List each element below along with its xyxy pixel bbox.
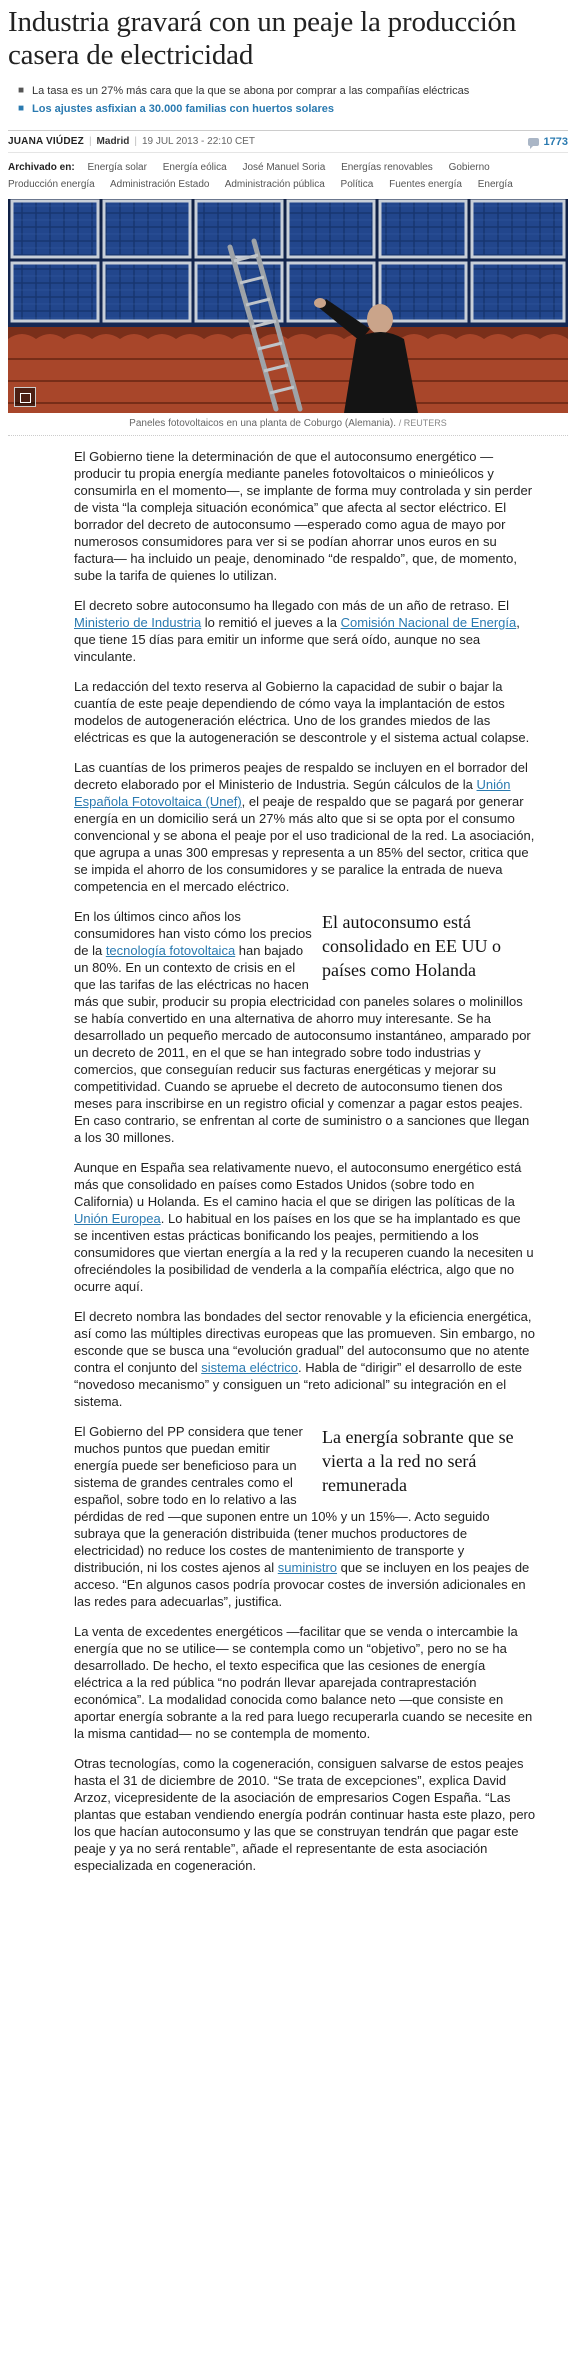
paragraph: El decreto nombra las bondades del sector renovable y la eficiencia energética, así como las múltiples directivas europeas que las promueven. Sin embargo, no esconde que se busca una “evolución gradual” del autoconsumo que no atente contra el conjunto del sistema eléctrico. Habla de “dirigir” el desarrollo de este “novedoso mecanismo” y consiguen un “reto adicional” su integración en el sistema. [74, 1309, 536, 1409]
author-link[interactable]: JUANA VIÚDEZ [8, 136, 84, 147]
tag-link[interactable]: Administración Estado [109, 179, 210, 190]
enlarge-photo-icon[interactable] [14, 387, 36, 407]
tag-link[interactable]: Energía [477, 179, 513, 190]
paragraph: El Gobierno tiene la determinación de que el autoconsumo energético —producir tu propia energía mediante paneles fotovoltaicos o minieólicos y consumirla en el momento—, se implante de forma muy controlada y sin perder de vista “la compleja situación económica” que afecta al sector eléctrico. El borrador del decreto de autoconsumo —esperado como agua de mayo por numerosos consumidores para ver si se podían ahorrar unos euros en su factura— ha incluido un peaje, denominado “de respaldo”, que, de momento, sube la tarifa de quienes lo utilizan. [74, 449, 533, 583]
paragraph: Aunque en España sea relativamente nuevo, el autoconsumo energético está más que consolidado en países como Estados Unidos (sobre todo en California) u Holanda. Es el camino hacia el que se dirigen las políticas de la Unión Europea. Lo habitual en los países en los que se ha implantado es que se incentiven estas prácticas bonificando los peajes, permitiendo a los consumidores que viertan energía a la red y la recuperen cuando la necesiten u ofreciéndoles la posibilidad de venderla a la compañía eléctrica, algo que no ocurre aquí. [74, 1160, 534, 1294]
tag-link[interactable]: Política [340, 179, 374, 190]
paragraph: La energía sobrante que se vierta a la red no será remunerada El Gobierno del PP considera que tener muchos puntos que puedan emitir energía puede ser beneficioso para un sistema de grandes centrales como el español, sobre todo en lo relativo a las pérdidas de red —que suponen entre un 10% y un 15%—. Acto seguido subraya que la generación distribuida (tener muchos productores de electricidad) no reduce los costes de mantenimiento de transporte y distribución, ni los costes ajenos al suministro que se incluyen en los peajes de acceso. “En algunos casos podría provocar costes de inversión adicionales en las redes para adecuarlas”, justifica. [74, 1423, 536, 1610]
inline-link[interactable]: Comisión Nacional de Energía [340, 615, 517, 630]
publish-date: 19 JUL 2013 - 22:10 CET [141, 136, 255, 147]
subhead-link[interactable]: ■ Los ajustes asfixian a 30.000 familias con huertos solares [18, 100, 568, 118]
paragraph: La redacción del texto reserva al Gobierno la capacidad de subir o bajar la cuantía de este peaje dependiendo de cómo vaya la implantación de estos modelos de autogeneración eléctrica. Uno de los grandes miedos de las eléctricas es que la autogeneración se descontrole y el sistema actual colapse. [74, 679, 530, 745]
article-body [74, 448, 536, 1874]
tag-link[interactable]: José Manuel Soria [242, 162, 326, 173]
inline-link[interactable]: suministro [277, 1560, 338, 1575]
inline-link[interactable]: Unión Europea [74, 1211, 161, 1226]
tag-link[interactable]: Gobierno [448, 162, 490, 173]
separator: | [88, 136, 92, 147]
inline-link[interactable]: tecnología fotovoltaica [105, 943, 236, 958]
main-photo[interactable] [8, 199, 568, 413]
paragraph: La venta de excedentes energéticos —facilitar que se venda o intercambie la energía que no se utilice— se contempla como un “objetivo”, pero no se ha desarrollado. De hecho, el texto especifica que las cesiones de energía eléctrica a la red pública “no podrán llevar aparejada contraprestación económica”. La modalidad conocida como balance neto —que consiste en aportar energía sobrante a la red para luego recuperarla cuando se necesite en la misma cantidad— no se contempla de momento. [74, 1624, 533, 1741]
tag-link[interactable]: Energía eólica [162, 162, 227, 173]
comments-link[interactable] [528, 136, 568, 148]
tag-link[interactable]: Producción energía [8, 179, 95, 190]
subhead: ■ La tasa es un 27% más cara que la que se abona por comprar a las compañías eléctricas [18, 82, 568, 100]
solar-panels-image [8, 199, 568, 413]
comment-bubble-icon [528, 138, 539, 146]
bullet-icon: ■ [18, 85, 25, 96]
tag-link[interactable]: Fuentes energía [389, 179, 462, 190]
comments-count[interactable]: 1773 [543, 135, 568, 148]
byline [8, 130, 568, 148]
paragraph: Las cuantías de los primeros peajes de respaldo se incluyen en el borrador del decreto elaborado por el Ministerio de Industria. Según cálculos de la Unión Española Fotovoltaica (Unef), el peaje de respaldo que se pagará por generar energía en un domicilio será un 27% más alto que si se opta por el consumo convencional y se abona el peaje por el uso tradicional de la red. La asociación, que agrupa a unas 300 empresas y representa a un 85% del sector, critica que se impida el ahorro de los consumidores y se paralice la entrada de nueva competencia en el mercado eléctrico. [74, 760, 535, 894]
pullquote: La energía sobrante que se vierta a la red no será remunerada [322, 1427, 514, 1495]
photo-credit: / REUTERS [398, 418, 447, 428]
tag-link[interactable]: Energías renovables [341, 162, 433, 173]
article-page [0, 6, 576, 1874]
separator: | [134, 136, 137, 147]
archive-label: Archivado en: [8, 162, 75, 173]
bullet-icon: ■ [18, 103, 25, 114]
inline-link[interactable]: Unión Española Fotovoltaica (Unef) [74, 777, 511, 809]
subheads [18, 82, 568, 118]
archive-tags [8, 152, 568, 193]
paragraph: El decreto sobre autoconsumo ha llegado con más de un año de retraso. El Ministerio de Industria lo remitió el jueves a la Comisión Nacional de Energía, que tiene 15 días para emitir un informe que será oído, aunque no sea vinculante. [74, 598, 520, 664]
paragraph: El autoconsumo está consolidado en EE UU o países como Holanda En los últimos cinco años los consumidores han visto cómo los precios de la tecnología fotovoltaica han bajado un 80%. En un contexto de crisis en el que las tarifas de las eléctricas no hacen más que subir, producir su propia electricidad con paneles solares o molinillos se había convertido en una alternativa de ahorro muy interesante. Se ha desarrollado un pequeño mercado de autoconsumo instantáneo, amparado por un decreto de 2011, en el que se han integrado sobre todo industrias y comercios, que conseguían reducir sus facturas energéticas y mejorar su competitividad. Cuando se apruebe el decreto de autoconsumo tienen dos meses para inscribirse en un registro oficial y comenzar a pagar estos peajes. En caso contrario, se enfrentan al corte de suministro o a sanciones que llegan a los 30 millones. [74, 908, 536, 1146]
pullquote: El autoconsumo está consolidado en EE UU o países como Holanda [322, 912, 501, 980]
inline-link[interactable]: Ministerio de Industria [74, 615, 202, 630]
photo-caption: Paneles fotovoltaicos en una planta de Coburgo (Alemania). / REUTERS [8, 413, 568, 436]
paragraph: Otras tecnologías, como la cogeneración, consiguen salvarse de estos peajes hasta el 31 de diciembre de 2010. “Se trata de excepciones”, explica David Arzoz, vicepresidente de la asociación de empresarios Cogen España. “Las plantas que estaban vendiendo energía podrán continuar hasta este plazo, pero los que hacían autoconsumo y las que se construyan tendrán que pagar este peaje y ya no será rentable”, añade el representante de esta asociación especializada en cogeneración. [74, 1756, 536, 1873]
headline: Industria gravará con un peaje la producción casera de electricidad [8, 6, 517, 71]
tag-link[interactable]: Energía solar [87, 162, 147, 173]
tag-link[interactable]: Administración pública [224, 179, 325, 190]
dateline-city: Madrid [96, 136, 130, 147]
inline-link[interactable]: sistema eléctrico [201, 1360, 299, 1375]
